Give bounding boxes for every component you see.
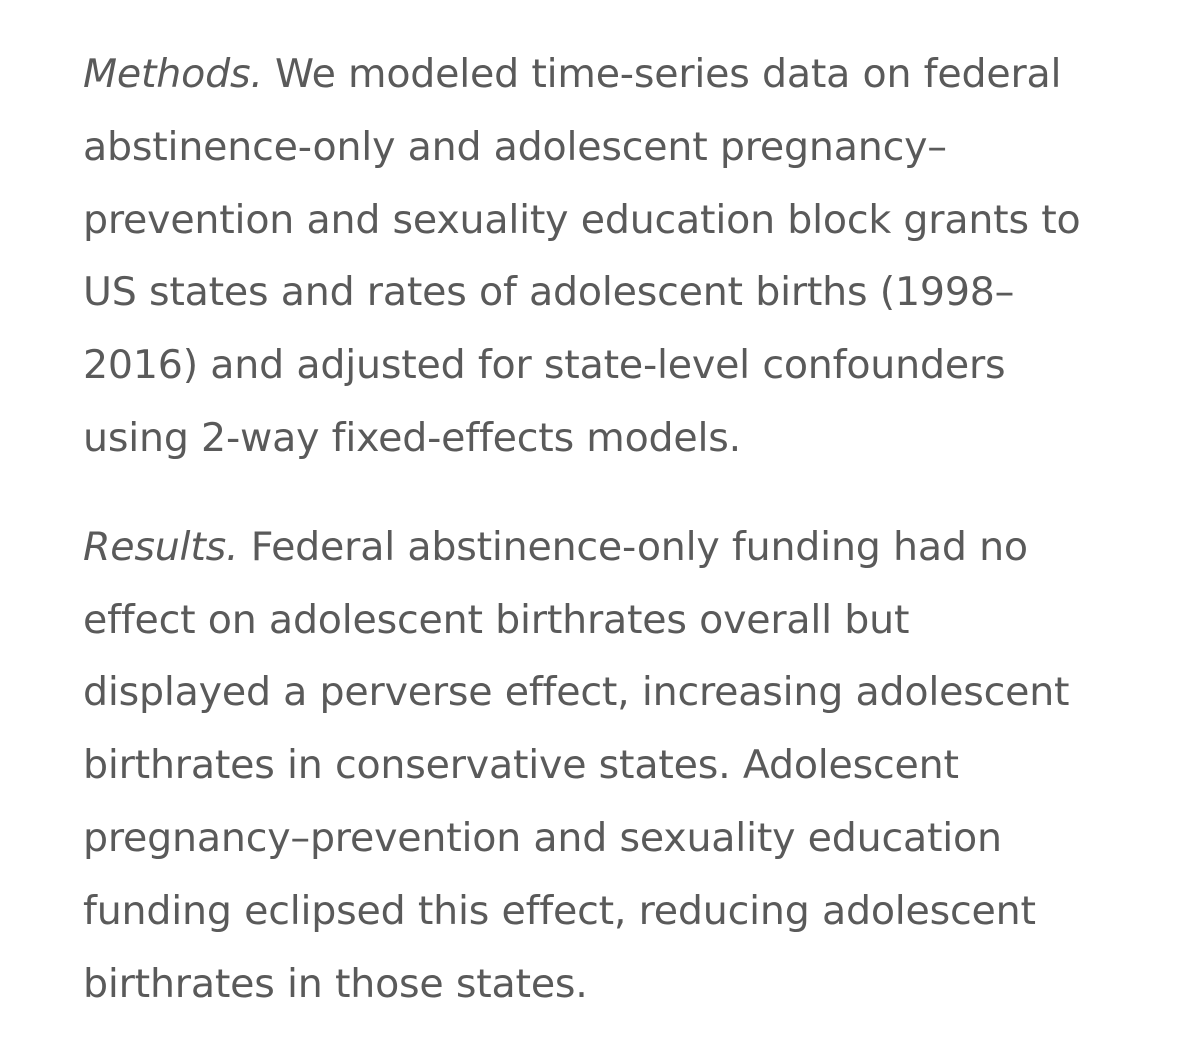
methods-text: We modeled time-series data on federal: [262, 51, 1062, 97]
results-heading: Results.: [83, 523, 239, 570]
abstract-text: [83, 38, 1143, 1020]
results-line-1: [83, 511, 1143, 584]
methods-line-3: prevention and sexuality education block grants to: [83, 196, 1081, 243]
results-text: Federal abstinence-only funding had no: [238, 523, 1028, 570]
methods-line-6: using 2-way fixed-effects models.: [83, 414, 742, 461]
results-line-3: displayed a perverse effect, increasing adolescent: [83, 669, 1070, 716]
methods-line-1: [83, 38, 1143, 111]
results-line-4: birthrates in conservative states. Adolescent: [83, 742, 959, 789]
methods-line-2: abstinence-only and adolescent pregnancy–: [83, 123, 947, 170]
results-line-7: birthrates in those states.: [83, 960, 588, 1007]
methods-heading: Methods.: [83, 51, 263, 97]
results-line-5: pregnancy–prevention and sexuality education: [83, 814, 1002, 861]
methods-paragraph: [83, 38, 1143, 475]
results-line-6: funding eclipsed this effect, reducing adolescent: [83, 887, 1036, 934]
methods-line-4: US states and rates of adolescent births (1998–: [83, 269, 1015, 316]
results-line-2: effect on adolescent birthrates overall but: [83, 596, 910, 643]
methods-line-5: 2016) and adjusted for state-level confounders: [83, 342, 1006, 389]
results-paragraph: [83, 511, 1143, 1021]
